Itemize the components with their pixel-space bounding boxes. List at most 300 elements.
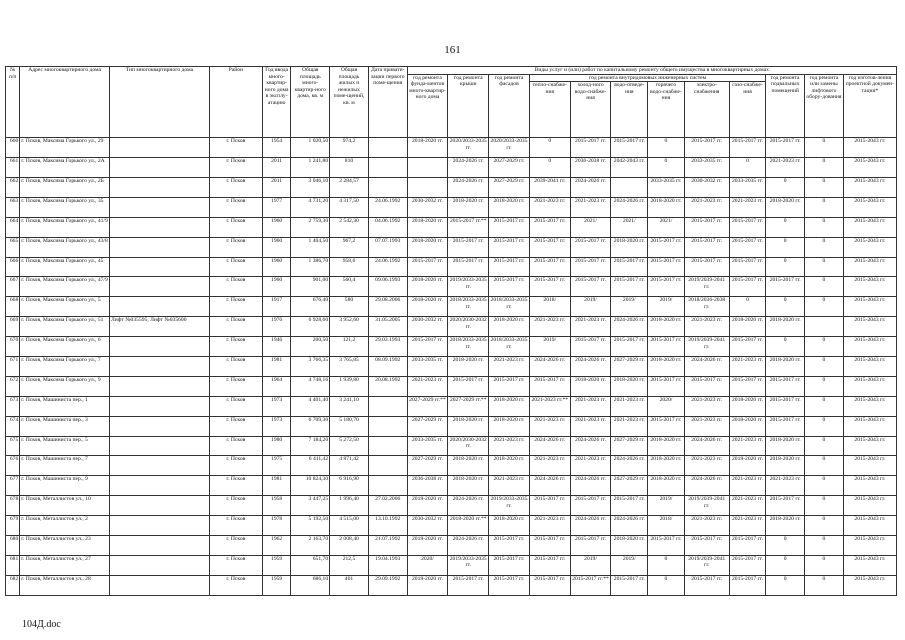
row-work-cell: 0 <box>648 158 685 178</box>
row-work-cell: 2015-2017 гг. <box>529 237 570 257</box>
row-total-area: 3 046,10 <box>291 177 330 197</box>
row-work-cell: 2019/ <box>611 555 648 575</box>
row-year: 1959 <box>262 555 291 575</box>
row-work-cell: 2015-2017 гг. <box>448 575 489 595</box>
row-work-cell: 2015-2043 гг. <box>843 555 896 575</box>
row-district: г. Псков <box>209 496 262 516</box>
row-work-cell: 0 <box>805 536 844 556</box>
row-work-cell: 0 <box>805 158 844 178</box>
table-row <box>6 476 897 496</box>
row-privat-date: 19.04.1993 <box>368 555 407 575</box>
row-number: 679 <box>6 516 20 536</box>
row-work-cell: 0 <box>729 158 766 178</box>
row-work-cell: 2018-2020 гг. <box>766 317 805 337</box>
row-work-cell: 2015-2017 гг. <box>648 337 685 357</box>
row-work-cell: 0 <box>648 555 685 575</box>
row-work-cell: 2021-2023 гг. <box>611 396 648 416</box>
row-number: 678 <box>6 496 20 516</box>
row-work-cell: 2015-2043 гг. <box>843 456 896 476</box>
row-work-cell: 2018-2020 гг. <box>489 456 530 476</box>
row-work-cell: 2015-2017 гг. <box>489 277 530 297</box>
col-gas: газо-снабже-ния <box>729 82 766 138</box>
row-work-cell: 2018-2020 гг. <box>611 536 648 556</box>
row-privat-date: 29.08.2006 <box>368 297 407 317</box>
row-living-area: 5 180,70 <box>330 416 369 436</box>
row-total-area: 686,10 <box>291 575 330 595</box>
row-number: 681 <box>6 555 20 575</box>
row-work-cell: 2015-2017 гг. <box>684 536 729 556</box>
row-work-cell: 2015-2017 гг. <box>611 496 648 516</box>
row-work-cell: 2019/ <box>570 297 611 317</box>
row-work-cell: 0 <box>805 356 844 376</box>
row-work-cell: 2024-2026 гг. <box>684 476 729 496</box>
row-type <box>109 516 209 536</box>
row-type <box>109 237 209 257</box>
row-privat-date <box>368 158 407 178</box>
row-work-cell: 2018-2020 гг. <box>407 536 448 556</box>
row-work-cell: 0 <box>805 237 844 257</box>
row-work-cell: 2015-2017 гг. <box>766 277 805 297</box>
row-total-area: 2 163,70 <box>291 536 330 556</box>
row-total-area: 7 184,20 <box>291 436 330 456</box>
row-work-cell: 2024-2026 гг. <box>611 197 648 217</box>
row-year: 1975 <box>262 456 291 476</box>
col-sewer: водо-отведе-ния <box>611 82 648 138</box>
row-work-cell: 2015-2017 гг. <box>529 555 570 575</box>
row-work-cell: 2021/ <box>611 217 648 237</box>
row-type <box>109 436 209 456</box>
row-address: г. Псков, Металлистов ул., 2 <box>20 516 110 536</box>
row-work-cell: 2015-2017 гг. <box>766 396 805 416</box>
row-work-cell: 2018-2020 гг. <box>489 516 530 536</box>
row-work-cell: 2015-2017 гг. <box>766 138 805 158</box>
row-district: г. Псков <box>209 317 262 337</box>
row-work-cell: 2019/2033-2035 гг. <box>448 277 489 297</box>
row-number: 675 <box>6 436 20 456</box>
row-work-cell: 2015-2017 гг. <box>611 277 648 297</box>
row-year: 1960 <box>262 237 291 257</box>
row-work-cell: 2021-2023 гг. <box>684 516 729 536</box>
row-work-cell: 0 <box>805 516 844 536</box>
row-work-cell: 2020/2033-2035 гг. <box>448 138 489 158</box>
col-district: Район <box>209 67 262 138</box>
row-work-cell: 2024-2026 гг. <box>684 436 729 456</box>
row-work-cell: 2015-2017 гг. <box>684 217 729 237</box>
row-district: г. Псков <box>209 396 262 416</box>
row-work-cell: 2015-2017 гг. <box>729 536 766 556</box>
row-total-area: 1 386,70 <box>291 257 330 277</box>
row-living-area: 958,6 <box>330 257 369 277</box>
row-year: 1978 <box>262 516 291 536</box>
row-work-cell: 2024-2026 гг. <box>529 356 570 376</box>
row-privat-date: 24.06.1992 <box>368 197 407 217</box>
row-work-cell: 2018/2033-2035 гг. <box>489 337 530 357</box>
row-work-cell: 2015-2017 гг. <box>729 376 766 396</box>
row-work-cell: 2015-2017 гг. <box>529 277 570 297</box>
row-living-area: 580 <box>330 297 369 317</box>
row-work-cell: 2030-2032 гг. <box>684 177 729 197</box>
row-work-cell: 2021-2023 гг. <box>684 416 729 436</box>
row-living-area: 4 317,50 <box>330 197 369 217</box>
row-district: г. Псков <box>209 138 262 158</box>
row-work-cell: 2024-2026 гг. <box>611 456 648 476</box>
works-group-header: Виды услуг и (или) работ по капитальному ремонту общего имущества в многоквартирных домах <box>407 67 896 75</box>
row-work-cell: 2015-2017 гг. <box>684 257 729 277</box>
row-district: г. Псков <box>209 516 262 536</box>
row-work-cell: 2015-2017 гг. <box>729 277 766 297</box>
row-work-cell: 0 <box>648 575 685 595</box>
row-work-cell: 2015-2017 гг. <box>529 376 570 396</box>
row-total-area: 651,70 <box>291 555 330 575</box>
row-address: г. Псков, Максима Горького ул., 2А <box>20 158 110 178</box>
row-work-cell: 2021-2023 гг. <box>529 516 570 536</box>
row-work-cell: 0 <box>766 257 805 277</box>
row-work-cell: 2039-2041 гг. <box>529 177 570 197</box>
row-address: г. Псков, Машиниста пер., 3 <box>20 416 110 436</box>
row-number: 668 <box>6 297 20 317</box>
row-work-cell: 2015-2017 гг. <box>648 536 685 556</box>
row-living-area: 401 <box>330 575 369 595</box>
row-work-cell: 2015-2017 гг. <box>570 237 611 257</box>
row-work-cell: 2015-2017 гг. <box>529 257 570 277</box>
row-year: 1980 <box>262 436 291 456</box>
row-number: 677 <box>6 476 20 496</box>
row-total-area: 676,40 <box>291 297 330 317</box>
row-total-area: 3 766,35 <box>291 356 330 376</box>
row-work-cell: 0 <box>805 396 844 416</box>
row-district: г. Псков <box>209 376 262 396</box>
row-privat-date: 07.07.1993 <box>368 237 407 257</box>
row-work-cell: 2015-2043 гг. <box>843 237 896 257</box>
row-work-cell: 2015-2017 гг. <box>489 217 530 237</box>
row-number: 661 <box>6 158 20 178</box>
row-work-cell: 2024-2026 гг. <box>570 476 611 496</box>
row-work-cell: 2018-2020 гг. <box>407 138 448 158</box>
row-work-cell: 2020/ <box>648 396 685 416</box>
row-work-cell: 2021-2023 гг. <box>570 317 611 337</box>
row-work-cell: 2018/2033-2035 гг. <box>448 297 489 317</box>
row-work-cell: 2015-2017 гг. <box>729 257 766 277</box>
row-district: г. Псков <box>209 217 262 237</box>
row-type <box>109 476 209 496</box>
row-total-area: 1 020,50 <box>291 138 330 158</box>
row-address: г. Псков, Максима Горького ул., 35 <box>20 197 110 217</box>
row-work-cell: 2015-2017 гг. <box>448 376 489 396</box>
row-district: г. Псков <box>209 456 262 476</box>
row-work-cell: 2015-2043 гг. <box>843 197 896 217</box>
row-work-cell: 2019/2039-2041 гг. <box>684 337 729 357</box>
row-work-cell: 2015-2043 гг. <box>843 217 896 237</box>
row-work-cell: 2018-2020 гг. <box>489 416 530 436</box>
table-row <box>6 337 897 357</box>
row-work-cell: 2019/ <box>648 496 685 516</box>
col-type: Тип многоквартирного дома <box>109 67 209 138</box>
col-project-docs: год изготов-ления проектной докумен-тации* <box>843 74 896 138</box>
row-privat-date: 31.05.2005 <box>368 317 407 337</box>
row-year: 1977 <box>262 197 291 217</box>
col-num: № п/п <box>6 67 20 138</box>
row-work-cell: 0 <box>766 575 805 595</box>
row-work-cell: 2018-2020 гг. <box>611 376 648 396</box>
row-work-cell: 2015-2017 гг. <box>407 257 448 277</box>
row-privat-date: 27.02.2006 <box>368 496 407 516</box>
row-work-cell: 2024-2026 гг. <box>448 496 489 516</box>
row-work-cell: 2015-2017 гг. <box>489 575 530 595</box>
row-work-cell: 2020/ <box>407 555 448 575</box>
row-work-cell: 2015-2043 гг. <box>843 396 896 416</box>
row-type <box>109 396 209 416</box>
row-work-cell: 2018-2020 гг. <box>489 197 530 217</box>
row-privat-date: 29.03.1993 <box>368 337 407 357</box>
row-work-cell: 2021-2023 гг. <box>570 416 611 436</box>
row-work-cell: 2042-2043 гг. <box>611 158 648 178</box>
row-year: 1964 <box>262 376 291 396</box>
row-work-cell: 2018-2020 гг. <box>570 376 611 396</box>
row-work-cell: 2030-2032 гг. <box>407 197 448 217</box>
row-privat-date: 04.06.1992 <box>368 217 407 237</box>
row-work-cell: 2018-2020 гг. <box>448 356 489 376</box>
row-address: г. Псков, Максима Горького ул., 29 <box>20 138 110 158</box>
row-address: г. Псков, Металлистов ул., 27 <box>20 555 110 575</box>
row-district: г. Псков <box>209 337 262 357</box>
row-work-cell: 2021/ <box>648 217 685 237</box>
row-work-cell: 2018-2020 гг. <box>489 317 530 337</box>
row-year: 1954 <box>262 138 291 158</box>
row-district: г. Псков <box>209 197 262 217</box>
row-work-cell: 2024-2026 гг. <box>570 436 611 456</box>
row-work-cell: 2015-2017 гг. <box>570 536 611 556</box>
row-work-cell: 2015-2043 гг. <box>843 317 896 337</box>
row-address: г. Псков, Максима Горького ул., 5 <box>20 297 110 317</box>
col-facade: год ремонта фасадов <box>489 74 530 138</box>
row-work-cell: 2027-2029 гг.** <box>448 396 489 416</box>
row-living-area: 4 515,00 <box>330 516 369 536</box>
row-living-area: 3 765,85 <box>330 356 369 376</box>
row-type <box>109 217 209 237</box>
row-work-cell: 0 <box>805 416 844 436</box>
col-year: Год ввода много-квартир-ного дома в эксплу-атацию <box>262 67 291 138</box>
table-row <box>6 297 897 317</box>
row-work-cell: 2019/ <box>611 297 648 317</box>
row-work-cell: 2018-2020 гг. <box>729 456 766 476</box>
row-living-area: 6 916,90 <box>330 476 369 496</box>
row-number: 669 <box>6 317 20 337</box>
col-elevator: год ремонта или замены лифтового обору-дования <box>805 74 844 138</box>
row-type <box>109 456 209 476</box>
row-total-area: 200,50 <box>291 337 330 357</box>
row-work-cell: 2021-2023 гг. <box>766 158 805 178</box>
row-work-cell: 2030-2032 гг. <box>407 317 448 337</box>
row-work-cell: 2027-2029 гг. <box>611 436 648 456</box>
row-work-cell: 0 <box>805 496 844 516</box>
row-work-cell: 2015-2017 гг. <box>766 416 805 436</box>
row-work-cell: 2018/2033-2035 гг. <box>489 297 530 317</box>
row-work-cell: 2015-2043 гг. <box>843 337 896 357</box>
row-district: г. Псков <box>209 555 262 575</box>
row-total-area: 10 824,30 <box>291 476 330 496</box>
row-type <box>109 138 209 158</box>
row-work-cell: 2015-2017 гг. <box>489 376 530 396</box>
row-type <box>109 555 209 575</box>
row-work-cell: 2027-2029 гг. <box>489 177 530 197</box>
row-work-cell: 2019/2039-2041 гг. <box>684 277 729 297</box>
row-privat-date <box>368 396 407 416</box>
row-work-cell: 2015-2017 гг. <box>648 376 685 396</box>
row-living-area: 4 871,42 <box>330 456 369 476</box>
row-work-cell: 2015-2043 гг. <box>843 277 896 297</box>
row-work-cell: 2021-2023 гг. <box>570 396 611 416</box>
row-work-cell: 2018-2020 гг. <box>766 456 805 476</box>
row-privat-date <box>368 138 407 158</box>
row-work-cell: 2015-2017 гг.** <box>570 575 611 595</box>
row-address: г. Псков, Максима Горького ул., 43/8 <box>20 237 110 257</box>
row-work-cell: 2015-2017 гг. <box>489 257 530 277</box>
row-work-cell: 2015-2017 гг. <box>684 376 729 396</box>
row-type <box>109 536 209 556</box>
row-district: г. Псков <box>209 277 262 297</box>
col-electric: электро-снабжения <box>684 82 729 138</box>
row-number: 664 <box>6 217 20 237</box>
row-type <box>109 158 209 178</box>
row-work-cell: 2018-2020 гг. <box>407 237 448 257</box>
row-work-cell: 2018-2020 гг. <box>766 356 805 376</box>
row-district: г. Псков <box>209 257 262 277</box>
row-work-cell: 2019/ <box>570 555 611 575</box>
row-living-area: 2 542,30 <box>330 217 369 237</box>
row-work-cell: 2015-2043 гг. <box>843 158 896 178</box>
row-type <box>109 177 209 197</box>
row-work-cell: 2030-2032 гг. <box>407 516 448 536</box>
row-total-area: 2 759,30 <box>291 217 330 237</box>
table-row <box>6 177 897 197</box>
row-work-cell: 2015-2017 гг. <box>448 237 489 257</box>
row-work-cell: 2015-2017 гг. <box>448 257 489 277</box>
col-total-area: Общая площадь много-квартир-ного дома, кв. м <box>291 67 330 138</box>
row-work-cell: 2033-2035 гг. <box>729 177 766 197</box>
row-work-cell: 0 <box>729 297 766 317</box>
row-year: 1960 <box>262 257 291 277</box>
row-work-cell: 2027-2029 гг. <box>611 476 648 496</box>
col-cold-water: холод-ного водо-снабже-ния <box>570 82 611 138</box>
row-work-cell: 2021-2023 гг. <box>684 317 729 337</box>
table-row <box>6 555 897 575</box>
row-work-cell <box>407 177 448 197</box>
table-row <box>6 138 897 158</box>
row-work-cell: 2015-2043 гг. <box>843 138 896 158</box>
row-privat-date: 08.09.1992 <box>368 356 407 376</box>
row-type <box>109 496 209 516</box>
row-total-area: 1 241,80 <box>291 158 330 178</box>
row-work-cell: 2020/2033-2035 гг. <box>489 138 530 158</box>
row-number: 671 <box>6 356 20 376</box>
row-work-cell: 2021-2023 гг. <box>529 317 570 337</box>
row-work-cell: 2024-2026 гг. <box>570 356 611 376</box>
row-work-cell: 2018-2020 гг. <box>766 516 805 536</box>
row-year: 2011 <box>262 177 291 197</box>
row-work-cell: 2021-2023 гг. <box>489 436 530 456</box>
row-work-cell: 2033-2035 гг. <box>407 436 448 456</box>
row-living-area: 3 952,60 <box>330 317 369 337</box>
row-year: 1960 <box>262 277 291 297</box>
table-row <box>6 197 897 217</box>
systems-group-header: год ремонта внутридомовых инженерных систем <box>529 74 765 82</box>
table-row <box>6 436 897 456</box>
row-work-cell: 2024-2026 гг. <box>684 356 729 376</box>
row-work-cell <box>407 158 448 178</box>
row-year: 2011 <box>262 158 291 178</box>
row-total-area: 4 731,20 <box>291 197 330 217</box>
row-work-cell: 0 <box>805 476 844 496</box>
row-work-cell: 2015-2043 гг. <box>843 516 896 536</box>
row-address: г. Псков, Максима Горького ул., 51 <box>20 317 110 337</box>
row-work-cell: 2015-2043 гг. <box>843 575 896 595</box>
row-work-cell: 2018-2020 гг. <box>648 197 685 217</box>
row-work-cell: 2027-2029 гг. <box>407 416 448 436</box>
row-number: 662 <box>6 177 20 197</box>
row-work-cell: 0 <box>766 217 805 237</box>
row-year: 1960 <box>262 217 291 237</box>
row-work-cell: 2018-2020 гг. <box>407 217 448 237</box>
row-work-cell: 2021-2023 гг. <box>529 456 570 476</box>
row-work-cell: 2015-2017 гг. <box>489 536 530 556</box>
row-work-cell: 2033-2035 гг. <box>648 177 685 197</box>
row-work-cell: 2018-2020 гг. <box>489 396 530 416</box>
row-address: г. Псков, Машиниста пер., 9 <box>20 476 110 496</box>
row-work-cell: 2015-2017 гг. <box>729 237 766 257</box>
table-row <box>6 496 897 516</box>
row-work-cell: 2015-2017 гг. <box>684 237 729 257</box>
row-work-cell: 0 <box>805 297 844 317</box>
row-work-cell: 2015-2017 гг. <box>529 536 570 556</box>
table-row <box>6 376 897 396</box>
row-year: 1981 <box>262 476 291 496</box>
row-year: 1958 <box>262 496 291 516</box>
row-work-cell: 2036-2038 гг. <box>570 158 611 178</box>
row-work-cell: 2018-2020 гг. <box>648 476 685 496</box>
row-work-cell: 2015-2017 гг. <box>570 277 611 297</box>
row-work-cell: 2015-2017 гг. <box>729 337 766 357</box>
row-work-cell: 0 <box>805 257 844 277</box>
row-work-cell: 2019/2039-2041 гг. <box>684 555 729 575</box>
row-living-area: 5 272,50 <box>330 436 369 456</box>
row-work-cell: 2018-2020 гг. <box>407 575 448 595</box>
capital-repair-table <box>5 66 897 596</box>
table-row <box>6 317 897 337</box>
row-work-cell: 2021-2023 гг. <box>729 496 766 516</box>
col-roof: год ремонта крыши <box>448 74 489 138</box>
row-type <box>109 575 209 595</box>
row-living-area: 974,2 <box>330 138 369 158</box>
row-work-cell: 0 <box>529 138 570 158</box>
row-work-cell: 0 <box>766 536 805 556</box>
row-total-area: 3 447,25 <box>291 496 330 516</box>
row-district: г. Псков <box>209 416 262 436</box>
row-number: 672 <box>6 376 20 396</box>
table-row <box>6 257 897 277</box>
row-work-cell: 2015-2043 гг. <box>843 496 896 516</box>
col-address: Адрес многоквартирного дома <box>20 67 110 138</box>
row-work-cell: 2018-2020 гг. <box>729 317 766 337</box>
row-work-cell: 2018-2020 гг. <box>448 416 489 436</box>
row-work-cell: 2021-2023 гг. <box>611 416 648 436</box>
table-row <box>6 277 897 297</box>
row-year: 1973 <box>262 396 291 416</box>
row-total-area: 5 192,50 <box>291 516 330 536</box>
row-number: 673 <box>6 396 20 416</box>
row-work-cell: 2015-2017 гг. <box>611 337 648 357</box>
row-work-cell: 2015-2017 гг. <box>529 575 570 595</box>
row-work-cell: 2021-2023 гг. <box>729 476 766 496</box>
